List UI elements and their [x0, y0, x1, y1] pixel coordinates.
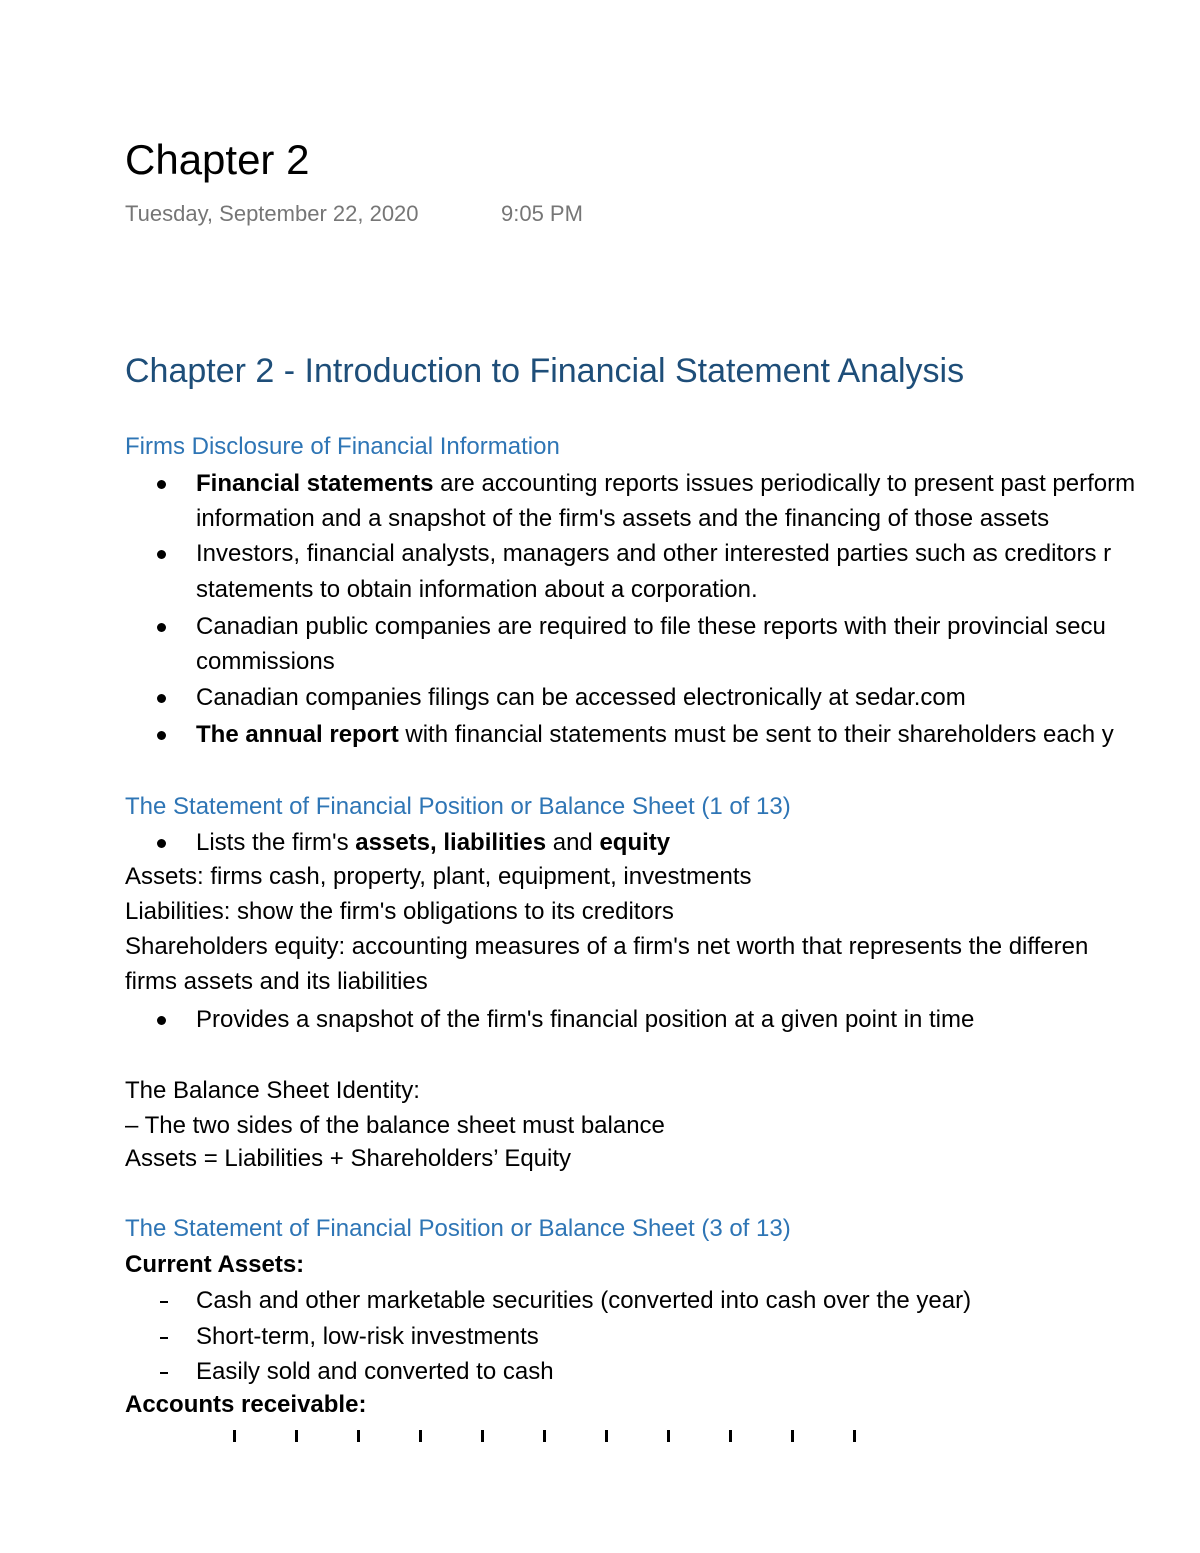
list-item-text: and	[546, 829, 600, 856]
paragraph-equity-continuation: firms assets and its liabilities	[125, 968, 428, 995]
bold-term: The annual report	[196, 721, 399, 748]
dash-bullet-icon	[160, 1301, 168, 1303]
list-item-continuation: statements to obtain information about a corporation.	[196, 576, 758, 603]
list-item: Provides a snapshot of the firm's financial position at a given point in time	[196, 1006, 975, 1033]
identity-title: The Balance Sheet Identity:	[125, 1077, 420, 1104]
subheading-accounts-receivable	[125, 1390, 366, 1420]
list-item: Short-term, low-risk investments	[196, 1323, 539, 1350]
bold-term: Current Assets:	[125, 1251, 305, 1278]
bold-term: Financial statements	[196, 470, 434, 497]
bold-term: Accounts receivable:	[125, 1391, 367, 1418]
list-item: Easily sold and converted to cash	[196, 1358, 554, 1385]
list-item-text: Lists the firm's	[196, 829, 356, 856]
list-item: Cash and other marketable securities (converted into cash over the year)	[196, 1287, 972, 1314]
list-item-continuation: information and a snapshot of the firm's assets and the financing of those assets	[196, 505, 1050, 532]
section-heading-balance-sheet-1: The Statement of Financial Position or Balance Sheet (1 of 13)	[125, 793, 791, 820]
bullet-icon	[157, 550, 166, 559]
identity-equation: Assets = Liabilities + Shareholders’ Equity	[125, 1145, 572, 1172]
list-item-continuation: commissions	[196, 648, 335, 675]
list-item: Canadian companies filings can be accessed electronically at sedar.com	[196, 684, 966, 711]
bullet-icon	[157, 480, 166, 489]
page-date-time	[125, 200, 583, 228]
bullet-icon	[157, 623, 166, 632]
section-heading-balance-sheet-3: The Statement of Financial Position or Balance Sheet (3 of 13)	[125, 1215, 791, 1242]
cut-off-text-ink	[205, 1430, 895, 1442]
paragraph-liabilities: Liabilities: show the firm's obligations to its creditors	[125, 898, 674, 925]
main-heading: Chapter 2 - Introduction to Financial Statement Analysis	[125, 352, 965, 390]
bullet-icon	[157, 839, 166, 848]
section-heading-disclosure: Firms Disclosure of Financial Information	[125, 433, 560, 460]
dash-bullet-icon	[160, 1337, 168, 1339]
cut-off-text-fragment	[0, 1430, 1200, 1442]
list-item	[196, 720, 1114, 750]
identity-line: – The two sides of the balance sheet must balance	[125, 1112, 665, 1139]
bold-term: liabilities	[443, 829, 547, 856]
bullet-icon	[157, 731, 166, 740]
dash-bullet-icon	[160, 1372, 168, 1374]
page-date: Tuesday, September 22, 2020	[125, 201, 419, 226]
list-item: Investors, financial analysts, managers and other interested parties such as creditors r	[196, 540, 1112, 567]
paragraph-assets: Assets: firms cash, property, plant, equipment, investments	[125, 863, 752, 890]
bold-term: equity	[599, 829, 671, 856]
page-title: Chapter 2	[125, 136, 310, 183]
list-item-text: with financial statements must be sent to their shareholders each y	[398, 721, 1114, 748]
bold-term: assets,	[355, 829, 437, 856]
list-item: Canadian public companies are required to file these reports with their provincial secu	[196, 613, 1106, 640]
subheading-current-assets	[125, 1250, 304, 1280]
paragraph-equity: Shareholders equity: accounting measures of a firm's net worth that represents the differen	[125, 933, 1089, 960]
list-item	[196, 828, 670, 858]
bullet-icon	[157, 1016, 166, 1025]
bullet-icon	[157, 694, 166, 703]
list-item	[196, 469, 1135, 499]
list-item-text: are accounting reports issues periodically to present past perform	[433, 470, 1136, 497]
page-time: 9:05 PM	[501, 201, 583, 226]
